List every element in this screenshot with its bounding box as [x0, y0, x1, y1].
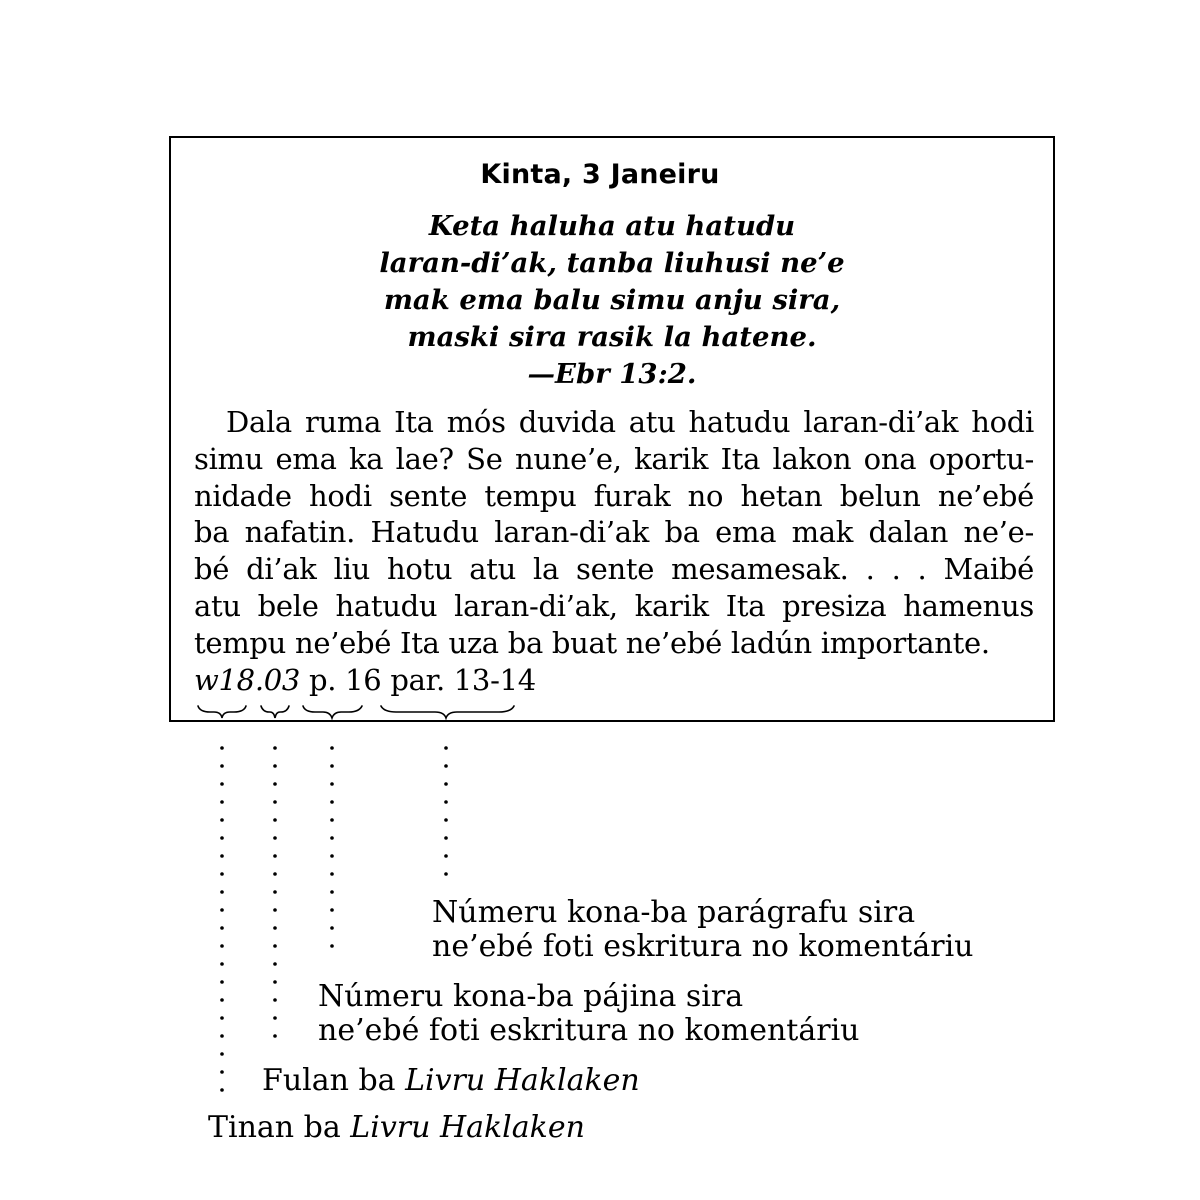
comment-line: tempu ne’ebé Ita uza ba buat ne’ebé ladún importante. [194, 625, 990, 660]
verse-line: mak ema balu simu anju sira, [383, 284, 841, 316]
label-year-book: Livru Haklaken [350, 1110, 585, 1145]
dotted-line-year [220, 746, 224, 1092]
brace-month [261, 706, 289, 718]
label-month-prefix: Fulan ba [262, 1063, 406, 1098]
comment-line: ba nafatin. Hatudu laran-di’ak ba ema mak dalan ne’e- [194, 515, 1034, 550]
verse-reference: —Ebr 13:2. [527, 358, 697, 390]
citation-month: 03 [263, 662, 301, 697]
day-heading: Kinta, 3 Janeiru [480, 159, 720, 190]
verse-line: Keta haluha atu hatudu [428, 210, 796, 242]
label-line: ne’ebé foti eskritura no komentáriu [432, 929, 974, 964]
label-page-numbers [318, 980, 860, 1048]
label-line: ne’ebé foti eskritura no komentáriu [318, 1013, 860, 1048]
citation-page: p. 16 [308, 662, 382, 697]
dotted-line-paragraphs [444, 746, 448, 876]
comment-line: Dala ruma Ita mós duvida atu hatudu laran-di’ak hodi [226, 405, 1034, 439]
dotted-line-page [330, 746, 334, 948]
label-year [208, 1111, 585, 1145]
label-line: Númeru kona-ba pájina sira [318, 979, 744, 1014]
citation-year: w18 [194, 662, 255, 697]
citation-paragraphs: par. 13-14 [390, 662, 536, 697]
label-month [262, 1064, 640, 1098]
brace-paragraphs [381, 706, 514, 718]
brace-year [198, 706, 246, 718]
comment-line: simu ema ka lae? Se nune’e, karik Ita lakon ona oportu- [194, 441, 1034, 476]
comment-line: nidade hodi sente tempu furak no hetan belun ne’ebé [194, 478, 1034, 513]
label-year-prefix: Tinan ba [208, 1110, 351, 1145]
comment-line: atu bele hatudu laran-di’ak, karik Ita presiza hamenus [194, 588, 1034, 623]
label-month-book: Livru Haklaken [405, 1063, 640, 1098]
citation-separator: . [254, 662, 264, 697]
label-paragraph-numbers [432, 896, 974, 964]
verse-line: laran-di’ak, tanba liuhusi ne’e [379, 247, 845, 279]
comment-line: bé di’ak liu hotu atu la sente mesamesak. . . . Maibé [194, 552, 1034, 587]
brace-page [303, 706, 362, 718]
label-line: Númeru kona-ba parágrafu sira [432, 895, 916, 930]
verse-line: maski sira rasik la hatene. [407, 321, 817, 353]
dotted-line-month [273, 746, 277, 1038]
